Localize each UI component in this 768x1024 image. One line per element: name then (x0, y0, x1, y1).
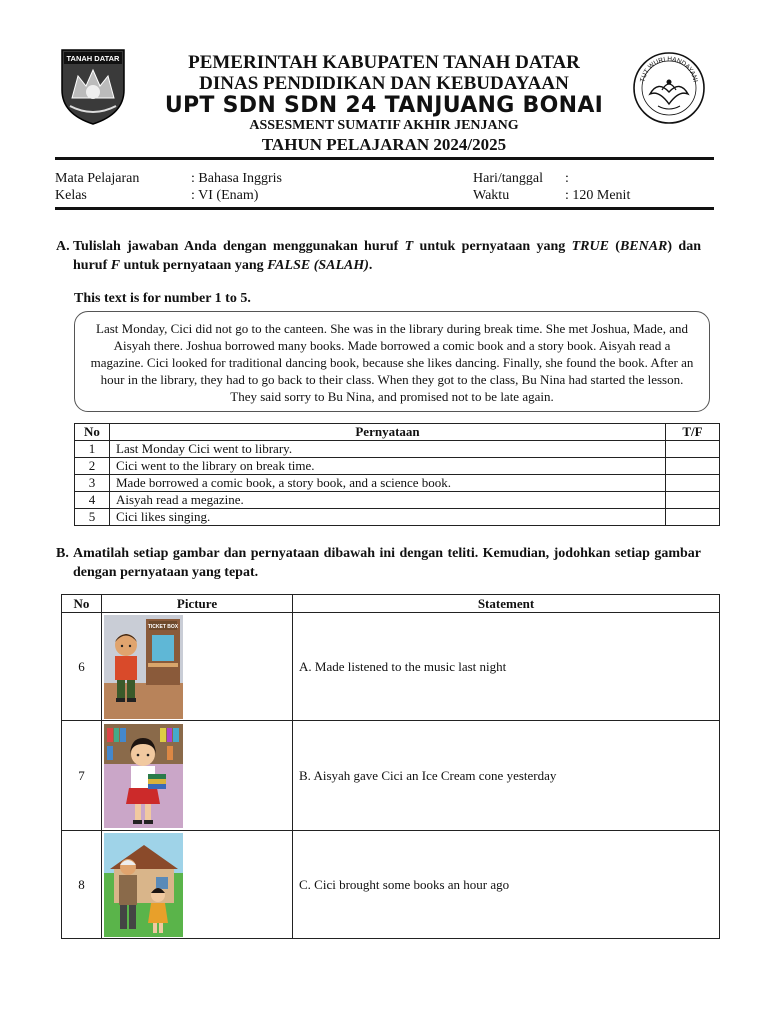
instr-part: untuk pernyataan yang (413, 239, 572, 254)
girl-with-books-illustration (104, 724, 183, 828)
row-statement: B. Aisyah gave Cici an Ice Cream cone yesterday (293, 721, 720, 831)
picture-cell (102, 613, 293, 721)
header-department: DINAS PENDIDIKAN DAN KEBUDAYAAN (199, 73, 569, 94)
time-value: : 120 Menit (565, 188, 631, 203)
row-statement: Cici went to the library on break time. (110, 458, 666, 475)
answer-cell[interactable] (666, 475, 720, 492)
table-row (75, 492, 720, 509)
section-a-instruction (56, 237, 716, 277)
table-row (75, 509, 720, 526)
table-header-row (75, 424, 720, 441)
row-number: 2 (75, 458, 110, 475)
table-row (62, 721, 720, 831)
row-statement: Last Monday Cici went to library. (110, 441, 666, 458)
row-number: 1 (75, 441, 110, 458)
instr-true-letter: T (404, 239, 414, 254)
subject-label: Mata Pelajaran (55, 171, 140, 186)
picture-cell (102, 831, 293, 939)
section-b-text: Amatilah setiap gambar dan pernyataan dibawah ini dengan teliti. Kemudian, jodohkan setiap gambar dengan pernyataan yang tepat. (73, 546, 701, 580)
instr-part: ( (608, 239, 620, 254)
header-assessment: ASSESMENT SUMATIF AKHIR JENJANG (249, 118, 519, 133)
instr-true-word: TRUE (571, 239, 609, 254)
instr-benar-word: BENAR (619, 239, 668, 254)
true-false-table (74, 423, 720, 526)
table-row (62, 831, 720, 939)
boy-at-ticket-box-illustration (104, 615, 183, 719)
time-label: Waktu (473, 188, 510, 203)
row-statement: Made borrowed a comic book, a story book, and a science book. (110, 475, 666, 492)
emblem-label: TANAH DATAR (66, 54, 120, 63)
answer-cell[interactable] (666, 509, 720, 526)
date-label: Hari/tanggal (473, 171, 543, 186)
section-a-label: A. (56, 239, 70, 254)
man-and-girl-at-house-illustration (104, 833, 183, 937)
date-value: : (565, 171, 569, 186)
row-number: 8 (62, 831, 102, 939)
emblem-motto: TUT WURI HANDAYANI (639, 55, 699, 83)
section-a-text (73, 237, 701, 275)
col-header-no: No (62, 595, 102, 613)
row-number: 7 (62, 721, 102, 831)
instr-part: untuk pernyataan yang (120, 258, 268, 273)
row-statement: A. Made listened to the music last night (293, 613, 720, 721)
class-label: Kelas (55, 188, 87, 203)
answer-cell[interactable] (666, 458, 720, 475)
reading-passage: Last Monday, Cici did not go to the canteen. She was in the library during break time. She met Joshua, Made, and Aisyah there. Joshua borrowed many books. Made borrowed a comic book and a story book. Aisyah read a magazine. Cici looked for traditional dancing book, because she likes dancing. Finally, she found the book. After an hour in the library, they had to go back to their class. When they got to the class, Bu Nina had started the lesson. They said sorry to Bu Nina, and promised not to be late again. (90, 321, 694, 404)
row-number: 3 (75, 475, 110, 492)
matching-table (61, 594, 720, 939)
header-government: PEMERINTAH KABUPATEN TANAH DATAR (188, 52, 580, 73)
subject-value: : Bahasa Inggris (191, 171, 282, 186)
table-row (75, 475, 720, 492)
answer-cell[interactable] (666, 492, 720, 509)
instr-part: . (368, 258, 373, 273)
col-header-statement: Pernyataan (110, 424, 666, 441)
instr-false-letter: F (110, 258, 121, 273)
row-statement: C. Cici brought some books an hour ago (293, 831, 720, 939)
row-number: 6 (62, 613, 102, 721)
picture-cell (102, 721, 293, 831)
section-b-label: B. (56, 546, 69, 561)
header-school-name: UPT SDN SDN 24 TANJUANG BONAI (164, 93, 604, 118)
col-header-no: No (75, 424, 110, 441)
row-statement: Aisyah read a megazine. (110, 492, 666, 509)
row-number: 4 (75, 492, 110, 509)
row-number: 5 (75, 509, 110, 526)
table-row (62, 613, 720, 721)
passage-note: This text is for number 1 to 5. (74, 291, 251, 306)
table-row (75, 458, 720, 475)
answer-cell[interactable] (666, 441, 720, 458)
ticket-sign: TICKET BOX (147, 623, 179, 630)
section-b-instruction (56, 544, 716, 584)
header-divider (55, 157, 714, 160)
header-school-year: TAHUN PELAJARAN 2024/2025 (261, 135, 507, 154)
instr-part: Tulislah jawaban Anda dengan menggunakan huruf (73, 239, 405, 254)
table-header-row (62, 595, 720, 613)
info-divider (55, 207, 714, 210)
row-statement: Cici likes singing. (110, 509, 666, 526)
col-header-statement: Statement (293, 595, 720, 613)
col-header-picture: Picture (102, 595, 293, 613)
instr-false-word: FALSE (SALAH) (267, 258, 369, 273)
table-row (75, 441, 720, 458)
col-header-tf: T/F (666, 424, 720, 441)
class-value: : VI (Enam) (191, 188, 259, 203)
instr-part: ) dan huruf (73, 239, 701, 273)
